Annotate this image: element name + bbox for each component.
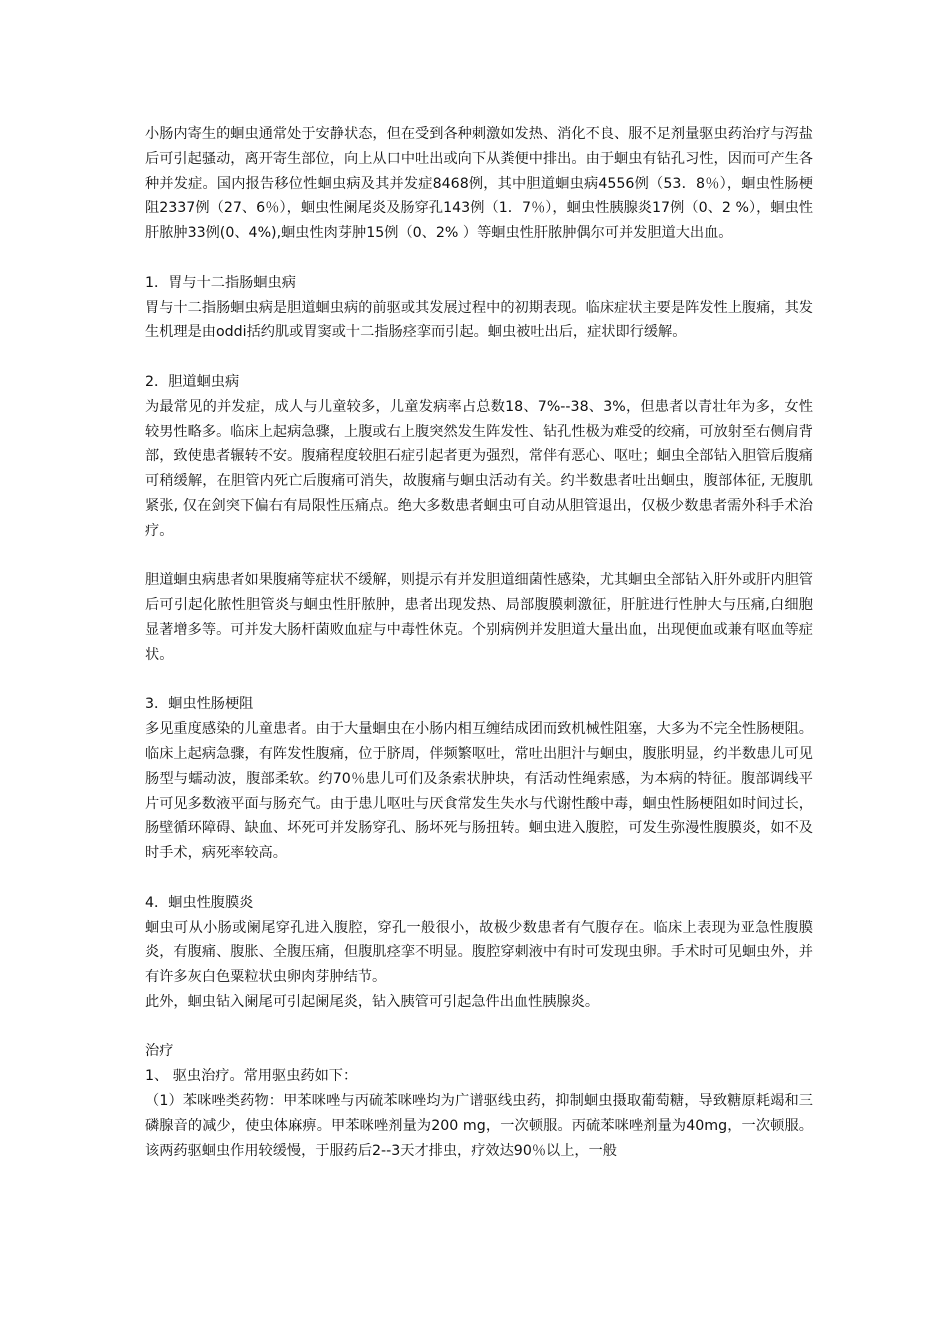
treatment-item-1-1: （1）苯咪唑类药物：甲苯咪唑与丙硫苯咪唑均为广谱驱线虫药，抑制蛔虫摄取葡萄糖，导致糖原耗竭和三磷腺音的减少，使虫体麻痹。甲苯咪唑剂量为200 mg，一次顿服。丙硫苯咪唑剂量为40mg，一次顿服。该两药驱蛔虫作用较缓慢，于服药后2--3天才排虫，疗效达90％以上，一般 (145, 1093, 813, 1159)
spacer (145, 246, 813, 271)
section-4-paragraph-2: 此外，蛔虫钻入阑尾可引起阑尾炎，钻入胰管可引起急件出血性胰腺炎。 (145, 993, 600, 1010)
document-body (145, 122, 813, 1163)
section-1-paragraph: 胃与十二指肠蛔虫病是胆道蛔虫病的前驱或其发展过程中的初期表现。临床症状主要是阵发性上腹痛，其发生机理是由oddi括约肌或胃窦或十二指肠痉挛而引起。蛔虫被吐出后，症状即行缓解。 (145, 299, 813, 341)
treatment-heading: 治疗 (145, 1043, 174, 1060)
section-1-heading: 1．胃与十二指肠蛔虫病 (145, 274, 296, 291)
spacer (145, 544, 813, 569)
section-4-paragraph: 蛔虫可从小肠或阑尾穿孔进入腹腔，穿孔一般很小，故极少数患者有气腹存在。临床上表现为亚急性腹膜炎，有腹痛、腹胀、全腹压痛，但腹肌痉挛不明显。腹腔穿刺液中有时可发现虫卵。手术时可见蛔虫外，并有许多灰白色粟粒状虫卵肉芽肿结节。 (145, 919, 813, 986)
spacer (145, 866, 813, 891)
spacer (145, 668, 813, 693)
section-3-heading: 3．蛔虫性肠梗阻 (145, 696, 254, 713)
section-3-paragraph: 多见重度感染的儿童患者。由于大量蛔虫在小肠内相互缠结成团而致机械性阻塞，大多为不完全性肠梗阻。临床上起病急骤，有阵发性腹痛，位于脐周，伴频繁呕吐，常吐出胆汁与蛔虫，腹胀明显，约半数患儿可见肠型与蠕动波，腹部柔软。约70％患儿可们及条索状肿块，有活动性绳索感，为本病的特征。腹部调线平片可见多数液平面与肠充气。由于患儿呕吐与厌食常发生失水与代谢性酸中毒，蛔虫性肠梗阻如时间过长，肠壁循环障碍、缺血、坏死可并发肠穿孔、肠坏死与肠扭转。蛔虫进入腹腔，可发生弥漫性腹膜炎，如不及时手术，病死率较高。 (145, 721, 813, 862)
spacer (145, 1015, 813, 1040)
treatment-item-1: 1、 驱虫治疗。常用驱虫药如下： (145, 1068, 358, 1085)
spacer (145, 345, 813, 370)
section-2-paragraph: 为最常见的并发症，成人与儿童较多，儿童发病率占总数18、7%--38、3%，但患者以青壮年为多，女性较男性略多。临床上起病急骤，上腹或右上腹突然发生阵发性、钻孔性极为难受的绞痛，可放射至右侧肩背部，致使患者辗转不安。腹痛程度较胆石症引起者更为强烈，常伴有恶心、呕吐；蛔虫全部钻入胆管后腹痛可稍缓解，在胆管内死亡后腹痛可消失，故腹痛与蛔虫活动有关。约半数患者吐出蛔虫，腹部体征, 无腹肌紧张, 仅在剑突下偏右有局限性压痛点。绝大多数患者蛔虫可自动从胆管退出，仅极少数患者需外科手术治疗。 (145, 398, 813, 539)
section-4-heading: 4．蛔虫性腹膜炎 (145, 894, 254, 911)
intro-paragraph: 小肠内寄生的蛔虫通常处于安静状态，但在受到各种刺激如发热、消化不良、服不足剂量驱虫药治疗与泻盐后可引起骚动，离开寄生部位，向上从口中吐出或向下从粪便中排出。由于蛔虫有钻孔习性，因而可产生各种并发症。国内报告移位性蛔虫病及其并发症8468例，其中胆道蛔虫病4556例（53．8％），蛔虫性肠梗阻2337例（27、6％），蛔虫性阑尾炎及肠穿孔143例（1．7％），蛔虫性胰腺炎17例（0、2 %），蛔虫性肝脓肿33例(0、4%),蛔虫性肉芽肿15例（0、2% ）等蛔虫性肝脓肿偶尔可并发胆道大出血。 (145, 126, 813, 242)
section-2-heading: 2．胆道蛔虫病 (145, 373, 240, 390)
section-2-paragraph-2: 胆道蛔虫病患者如果腹痛等症状不缓解，则提示有并发胆道细菌性感染，尤其蛔虫全部钻入肝外或肝内胆管后可引起化脓性胆管炎与蛔虫性肝脓肿，患者出现发热、局部腹膜刺激征，肝脏进行性肿大与压痛,白细胞显著增多等。可并发大肠杆菌败血症与中毒性休克。个别病例并发胆道大量出血，出现便血或兼有呕血等症状。 (145, 572, 813, 663)
